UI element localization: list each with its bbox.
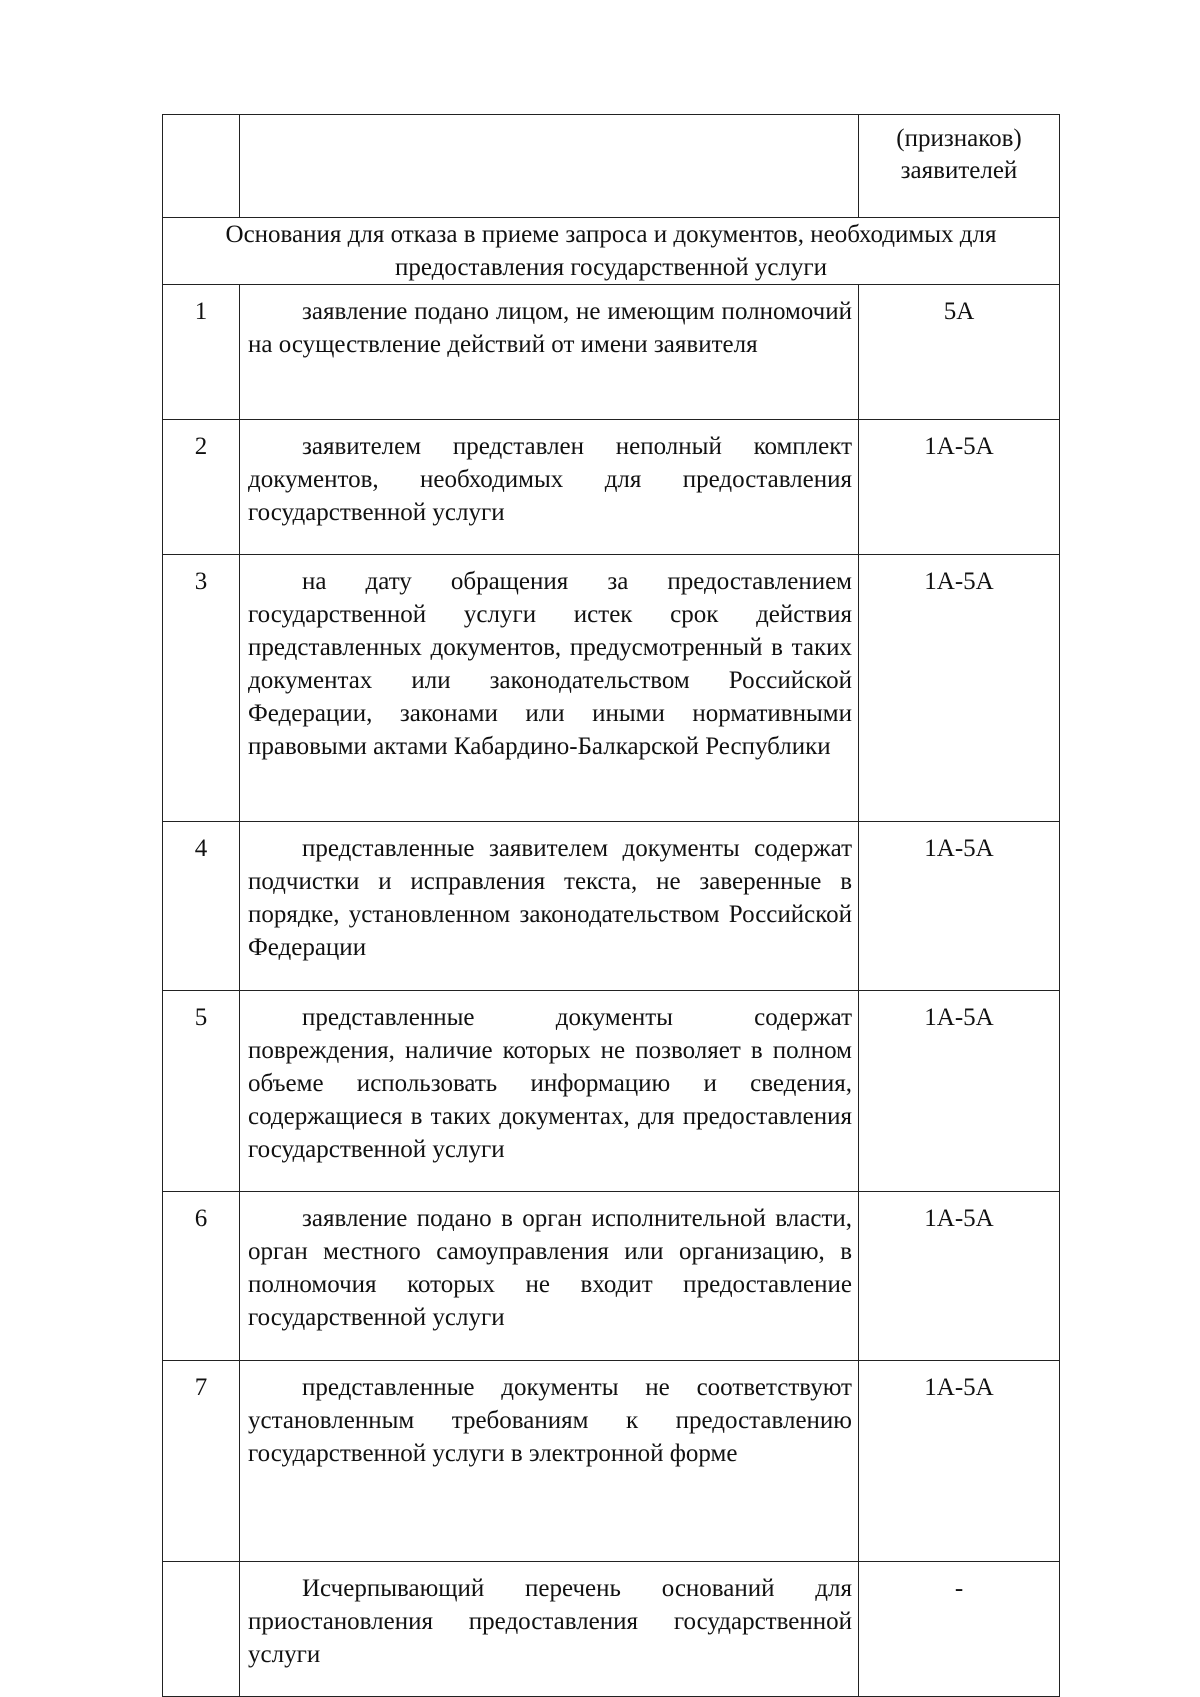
- row-number: 3: [163, 555, 240, 822]
- row-text: представленные документы не соответствуют установленным требованиям к предоставлению государственной услуги в электронной форме: [248, 1374, 852, 1467]
- row-text-cell: [240, 822, 859, 991]
- row-number: 2: [163, 420, 240, 555]
- table-row: [163, 991, 1060, 1192]
- row-text-cell: [240, 420, 859, 555]
- row-text-cell: [240, 1361, 859, 1562]
- row-code: 1А-5А: [859, 420, 1060, 555]
- table-row: [163, 285, 1060, 420]
- row-number: [163, 1562, 240, 1697]
- row-code: 1А-5А: [859, 1361, 1060, 1562]
- row-number: 4: [163, 822, 240, 991]
- row-text-cell: [240, 555, 859, 822]
- row-number: 6: [163, 1192, 240, 1361]
- row-text: на дату обращения за предоставлением государственной услуги истек срок действия представленных документов, предусмотренный в таких документах или законодательством Российской Федерации, законами или иными нормативными правовыми актами Кабардино-Балкарской Республики: [248, 568, 852, 760]
- row-text: Исчерпывающий перечень оснований для приостановления предоставления государственной услуги: [248, 1575, 852, 1668]
- table-row: [163, 555, 1060, 822]
- row-text: представленные документы содержат повреждения, наличие которых не позволяет в полном объеме использовать информацию и сведения, содержащиеся в таких документах, для предоставления государственной услуги: [248, 1004, 852, 1163]
- table-row: [163, 420, 1060, 555]
- row-code: 1А-5А: [859, 991, 1060, 1192]
- header-cell-text: [240, 115, 859, 218]
- row-code: 1А-5А: [859, 555, 1060, 822]
- row-number: 1: [163, 285, 240, 420]
- row-code: 1А-5А: [859, 822, 1060, 991]
- row-number: 7: [163, 1361, 240, 1562]
- row-text: заявление подано в орган исполнительной власти, орган местного самоуправления или организацию, в полномочия которых не входит предоставление государственной услуги: [248, 1205, 852, 1331]
- row-code: 5А: [859, 285, 1060, 420]
- row-text-cell: [240, 1192, 859, 1361]
- section-row: [163, 218, 1060, 285]
- table-row: [163, 1192, 1060, 1361]
- grounds-table: [162, 114, 1060, 1697]
- row-text: заявителем представлен неполный комплект документов, необходимых для предоставления государственной услуги: [248, 433, 852, 526]
- row-number: 5: [163, 991, 240, 1192]
- header-cell-applicants: (признаков) заявителей: [859, 115, 1060, 218]
- row-text-cell: [240, 991, 859, 1192]
- header-cell-number: [163, 115, 240, 218]
- row-code: 1А-5А: [859, 1192, 1060, 1361]
- row-text: заявление подано лицом, не имеющим полномочий на осуществление действий от имени заявителя: [248, 298, 852, 358]
- section-title: Основания для отказа в приеме запроса и документов, необходимых для предоставления государственной услуги: [163, 218, 1060, 285]
- row-text-cell: [240, 1562, 859, 1697]
- table-row: [163, 822, 1060, 991]
- table-row: [163, 1361, 1060, 1562]
- row-text: представленные заявителем документы содержат подчистки и исправления текста, не заверенные в порядке, установленном законодательством Российской Федерации: [248, 835, 852, 961]
- row-code: -: [859, 1562, 1060, 1697]
- row-text-cell: [240, 285, 859, 420]
- table-row: [163, 1562, 1060, 1697]
- table-header-row: [163, 115, 1060, 218]
